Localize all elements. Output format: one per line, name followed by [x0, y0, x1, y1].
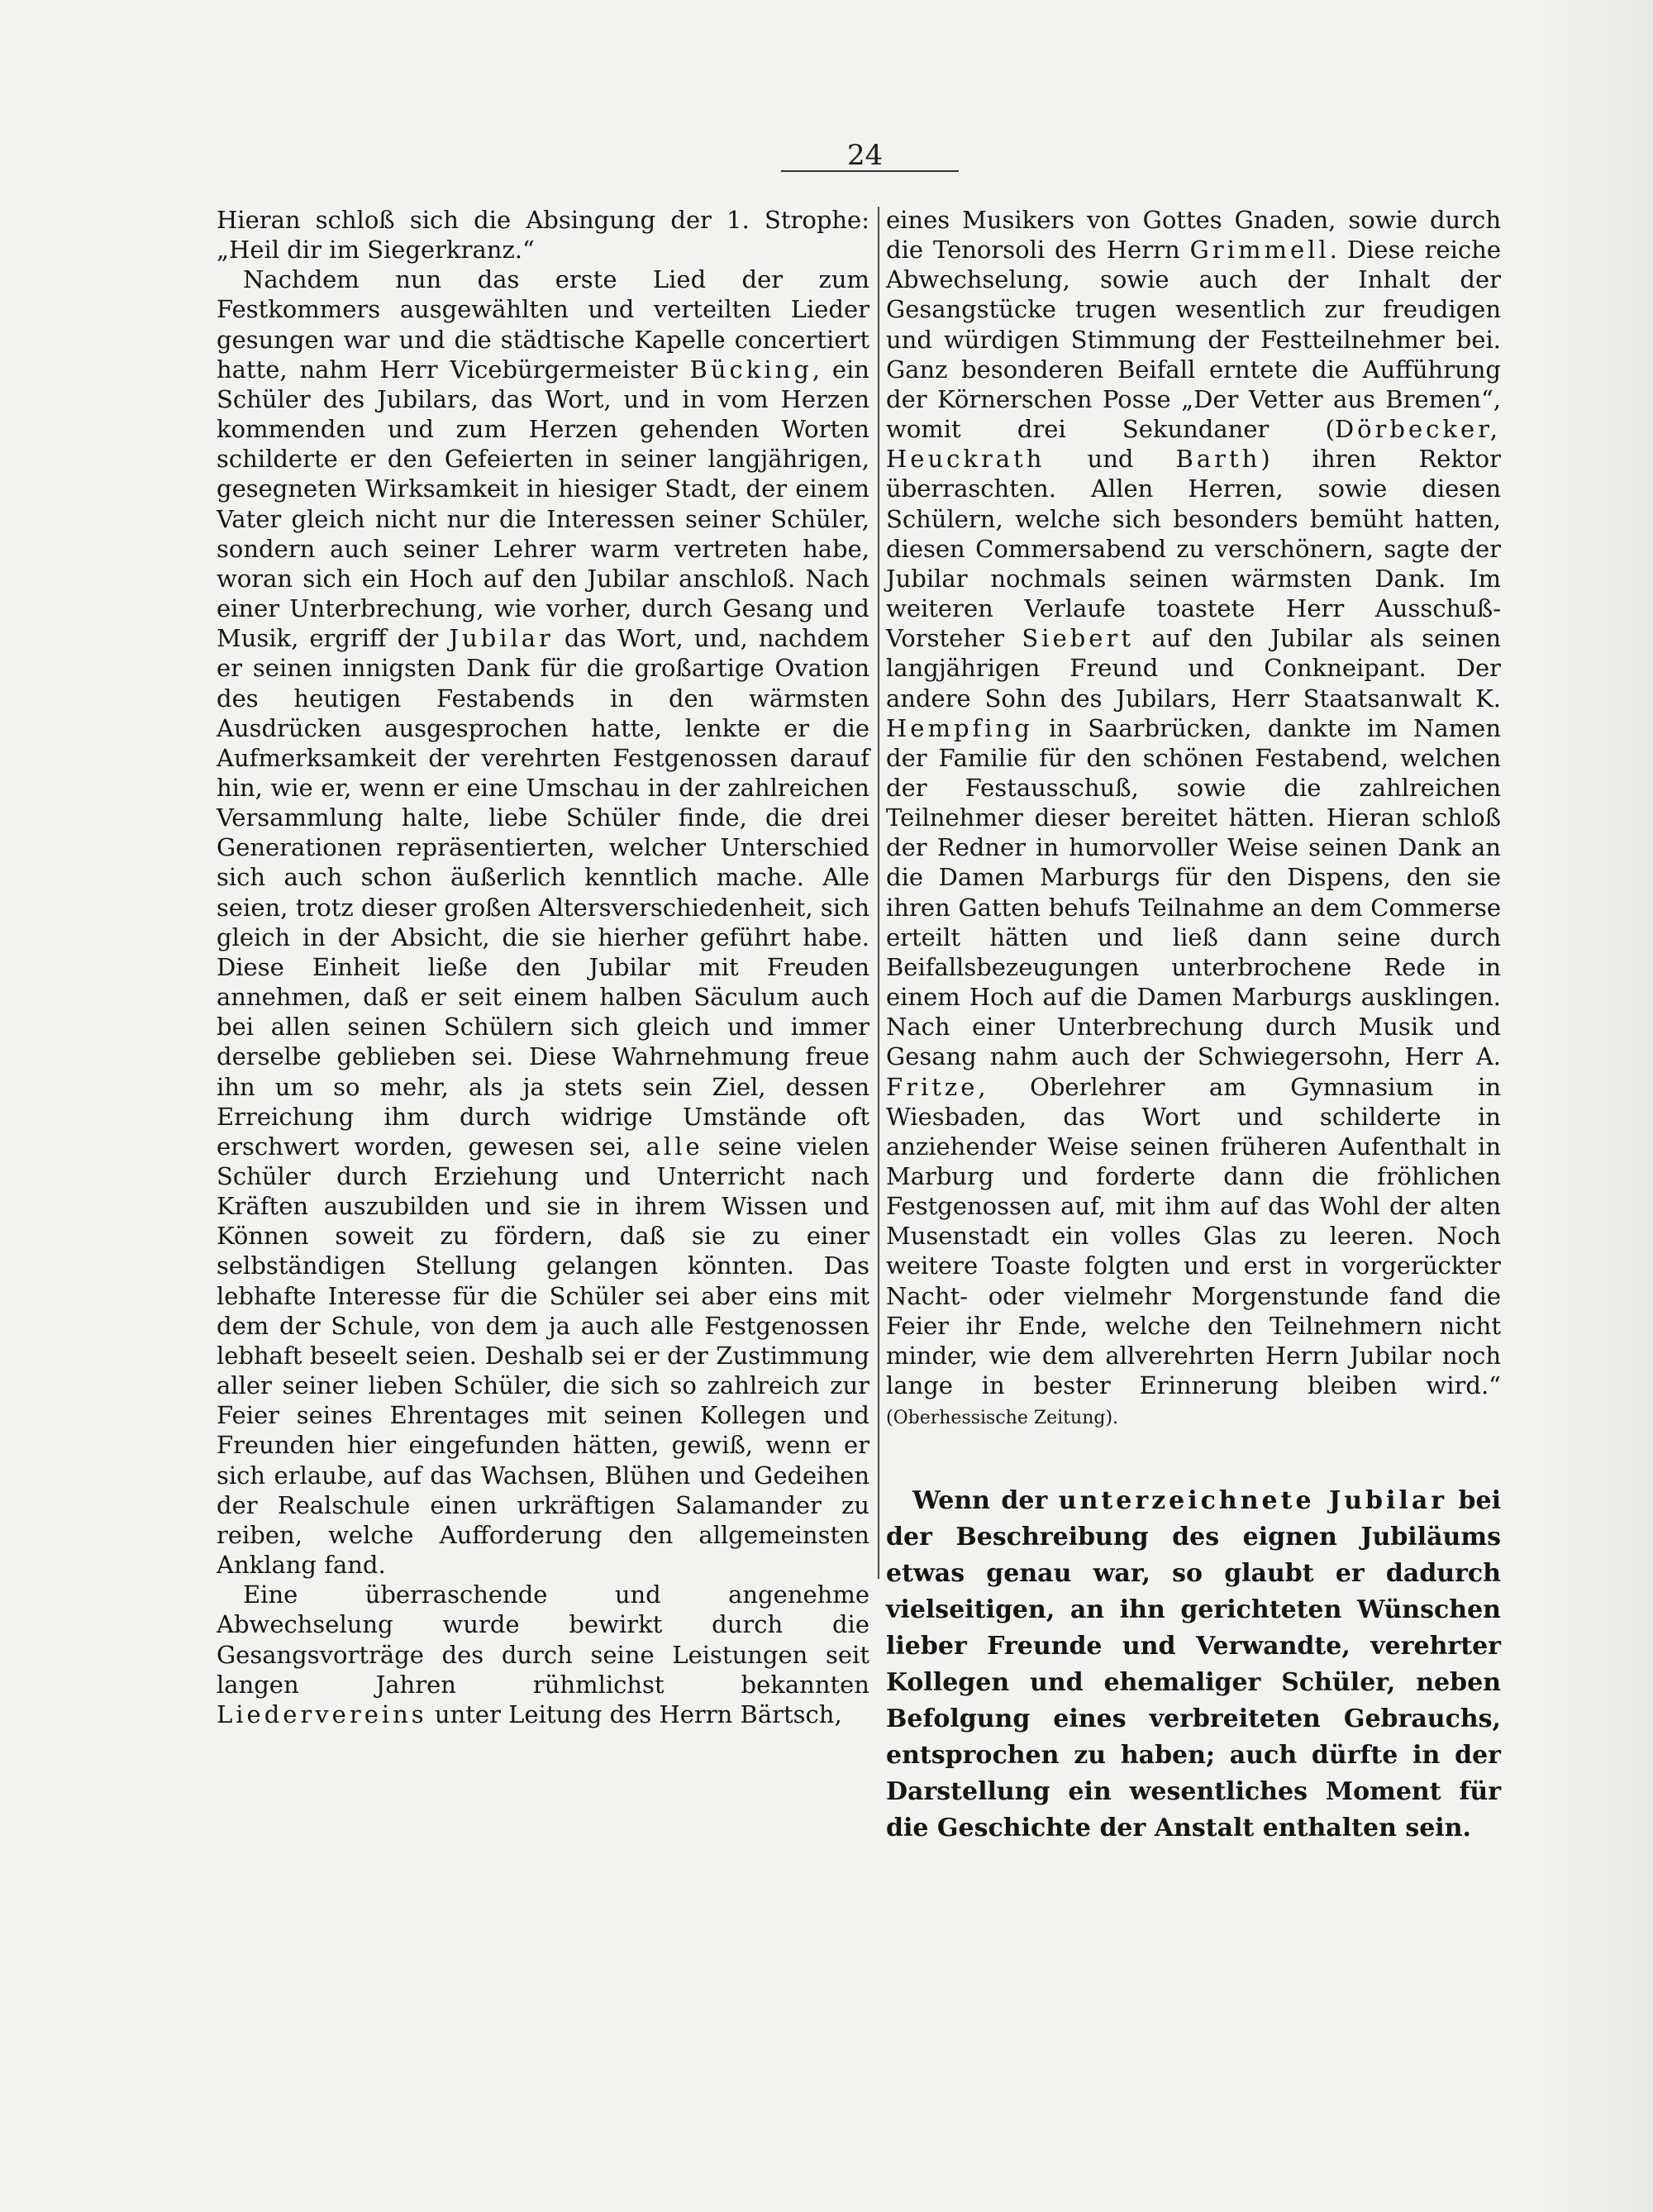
name-buecking: Bücking: [689, 355, 812, 384]
source-citation: (Oberhessische Zeitung).: [886, 1408, 1119, 1429]
text-run: eines Musikers von Gottes Gnaden, sowie durch die Tenorsoli des Herrn: [886, 206, 1501, 265]
right-column: [886, 205, 1501, 1847]
text-run: . Diese reiche Abwechselung, sowie auch der Inhalt der Gesangstücke trugen wesentlich zur freudigen und würdigen Stimmung der Festteilnehmer bei. Ganz besonderen Beifall erntete die Aufführung der Körnerschen Posse „Der Vetter aus Bremen“, womit drei Sekundaner (: [886, 236, 1501, 444]
header-rule: [781, 170, 959, 172]
name-jubilar: Jubilar: [449, 624, 554, 653]
emphasis-alle: alle: [645, 1132, 703, 1161]
name-unterzeichnete-jubilar: unterzeichnete Jubilar: [1058, 1486, 1448, 1516]
text-run: und: [1045, 445, 1176, 474]
text-run: bei der Beschreibung des eignen Jubiläums etwas genau war, so glaubt er dadurch vielseitigen, an ihn gerichteten Wünschen lieber Freunde und Verwandte, verehrter Kollegen und ehemaliger Schüler, neben Befolgung eines verbreiteten Gebrauchs, entsprochen zu haben; auch dürfte in der Darstellung ein wesentliches Moment für die Geschichte der Anstalt enthalten sein.: [886, 1486, 1502, 1843]
text-run: auf den Jubilar als seinen langjährigen Freund und Conkneipant. Der andere Sohn des Jubilars, Herr Staatsanwalt K.: [886, 624, 1501, 713]
left-column: [217, 205, 869, 1729]
text-run: seine vielen Schüler durch Erziehung und Unterricht nach Kräften auszubilden und sie in ihrem Wissen und Können soweit zu fördern, daß sie zu einer selbständigen Stellung gelangen könnten. Das lebhafte Interesse für die Schüler sei aber eins mit dem der Schule, von dem ja auch alle Festgenossen lebhaft beseelt seien. Deshalb sei er der Zustimmung aller seiner lieben Schüler, die sich so zahlreich zur Feier seines Ehrentages mit seinen Kollegen und Freunden hier eingefunden hätten, gewiß, wenn er sich erlaube, auf das Wachsen, Blühen und Gedeihen der Realschule einen urkräftigen Salamander zu reiben, welche Aufforderung den allgemeinsten Anklang fand.: [217, 1132, 870, 1580]
name-siebert: Siebert: [1022, 624, 1134, 653]
name-liederverein: Liedervereins: [217, 1700, 427, 1728]
paragraph-festkommers: [217, 265, 869, 1580]
name-barth: Barth: [1175, 445, 1261, 474]
text-run: unter Leitung des Herrn Bärtsch,: [426, 1700, 842, 1728]
text-run: Nachdem nun das erste Lied der zum Festkommers ausgewählten und verteilten Lieder gesungen war und die städtische Kapelle concertiert hatte, nahm Herr Vicebürgermeister: [217, 265, 869, 384]
paragraph-abwechselung: [217, 1580, 869, 1729]
text-run: ) ihren Rektor überraschten. Allen Herren, sowie diesen Schülern, welche sich besonders bemüht hatten, diesen Commersabend zu verschönern, sagte der Jubilar nochmals seinen wärmsten Dank. Im weiteren Verlaufe toastete Herr Ausschuß-Vorsteher: [886, 445, 1502, 653]
name-grimmell: Grimmell: [1189, 236, 1330, 265]
text-run: , ein Schüler des Jubilars, das Wort, und in vom Herzen kommenden und zum Herzen gehenden Worten schilderte er den Gefeierten in seiner langjährigen, gesegneten Wirksamkeit in hiesiger Stadt, der einem Vater gleich nicht nur die Interessen seiner Schüler, sondern auch seiner Lehrer warm vertreten habe, woran sich ein Hoch auf den Jubilar anschloß. Nach einer Unterbrechung, wie vorher, durch Gesang und Musik, ergriff der: [217, 355, 869, 653]
text-run: Wenn der: [912, 1486, 1059, 1516]
name-hempfing: Hempfing: [886, 713, 1033, 742]
paragraph-strophe: [217, 205, 869, 265]
text-run: Hieran schloß sich die Absingung der 1. Strophe: „Heil dir im Siegerkranz.“: [217, 206, 869, 265]
name-fritze: Fritze: [886, 1072, 979, 1101]
text-run: Eine überraschende und angenehme Abwechselung wurde bewirkt durch die Gesangsvorträge des durch seine Leistungen seit langen Jahren rühmlichst bekannten: [217, 1580, 869, 1699]
name-doerbecker-heuckrath: Dörbecker, Heuckrath: [886, 415, 1501, 474]
text-run: das Wort, und, nachdem er seinen innigsten Dank für die großartige Ovation des heutigen Festabends in den wärmsten Ausdrücken ausgesprochen hatte, lenkte er die Aufmerksamkeit der verehrten Festgenossen darauf hin, wie er, wenn er eine Umschau in der zahlreichen Versammlung halte, liebe Schüler finde, die drei Generationen repräsentierten, welcher Unterschied sich auch schon äußerlich kenntlich mache. Alle seien, trotz dieser großen Altersverschiedenheit, sich gleich in der Absicht, die sie hierher geführt habe. Diese Einheit ließe den Jubilar mit Freuden annehmen, daß er seit einem halben Säculum auch bei allen seinen Schülern sich gleich und immer derselbe geblieben sei. Diese Wahrnehmung freue ihn um so mehr, als ja stets sein Ziel, dessen Erreichung ihm durch widrige Umstände oft erschwert worden, gewesen sei,: [217, 624, 869, 1161]
jubilar-notice: [886, 1483, 1501, 1847]
text-run: in Saarbrücken, dankte im Namen der Familie für den schönen Festabend, welchen der Festausschuß, sowie die zahlreichen Teilnehmer dieser bereitet hätten. Hieran schloß der Redner in humorvoller Weise seinen Dank an die Damen Marburgs für den Dispens, den sie ihren Gatten behufs Teilnahme an dem Commerse erteilt hätten und ließ dann seine durch Beifallsbezeugungen unterbrochene Rede in einem Hoch auf die Damen Marburgs ausklingen. Nach einer Unterbrechung durch Musik und Gesang nahm auch der Schwiegersohn, Herr A.: [886, 713, 1501, 1071]
text-run: , Oberlehrer am Gymnasium in Wiesbaden, das Wort und schilderte in anziehender Weise seinen früheren Aufenthalt in Marburg und forderte dann die fröhlichen Festgenossen auf, mit ihm auf das Wohl der alten Musenstadt ein volles Glas zu leeren. Noch weitere Toaste folgten und erst in vorgerückter Nacht- oder vielmehr Morgenstunde fand die Feier ihr Ende, welche den Teilnehmern nicht minder, wie dem allverehrten Herrn Jubilar noch lange in bester Erinnerung bleiben wird.“: [886, 1072, 1501, 1400]
paragraph-continuation: [886, 205, 1501, 1433]
column-divider: [878, 207, 879, 1579]
page-number: 24: [847, 139, 884, 172]
scan-edge-shadow: [1537, 0, 1653, 2212]
